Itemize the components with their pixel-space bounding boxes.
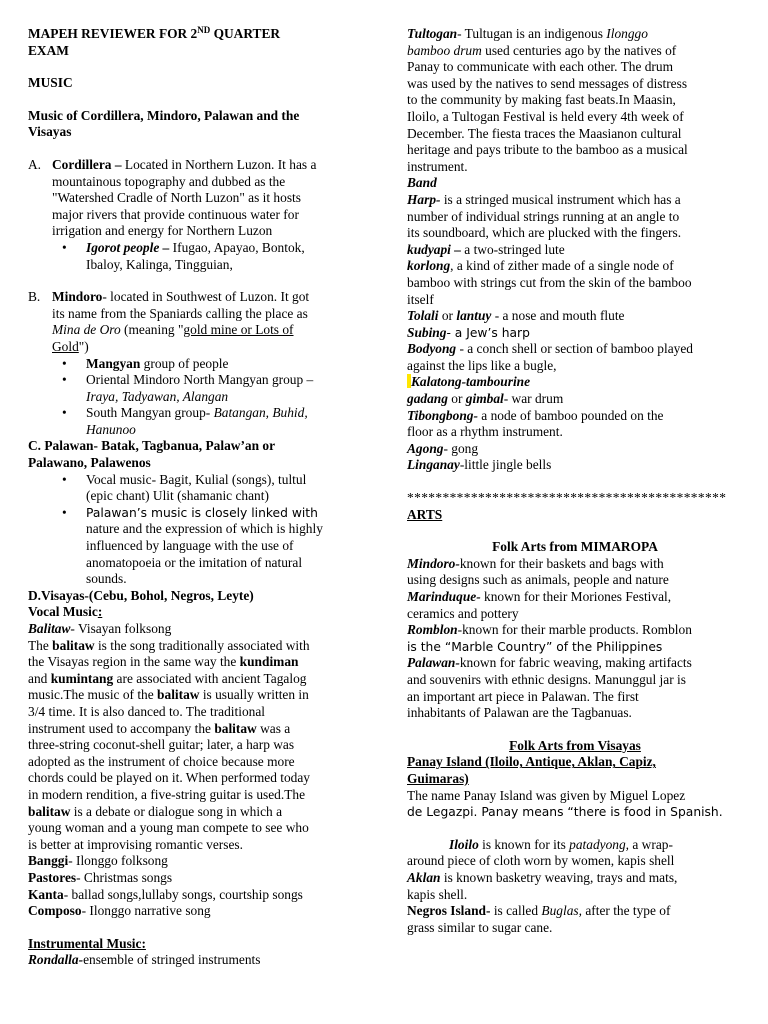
tultogan-paragraph: [407, 26, 743, 175]
palawan-bullets: [28, 472, 368, 588]
term-entry: Composo- Ilonggo narrative song: [28, 903, 211, 919]
agong-entry: [407, 441, 743, 458]
text-line: korlong, a kind of zither made of a single node of: [407, 258, 674, 274]
text-line: bamboo with strings cut from the skin of the bamboo: [407, 274, 692, 290]
panay-heading: Panay Island (Iloilo, Antique, Aklan, Capiz,: [407, 754, 656, 770]
text-line: 3/4 time. It is also danced to. The traditional: [28, 703, 266, 719]
list-item: • Oriental Mindoro North Mangyan group – Iraya, Tadyawan, Alangan: [62, 372, 314, 404]
subing-entry: Subing- a Jew’s harp: [407, 324, 530, 340]
harp-entry: [407, 192, 743, 242]
text-line: Palawan-known for fabric weaving, making artifacts: [407, 655, 692, 671]
mindoro-bullets: [28, 356, 368, 439]
list-item: • Igorot people – Ifugao, Apayao, Bontok, Ibaloy, Kalinga, Tingguian,: [62, 239, 305, 272]
text-line: floor as a rhythm instrument.: [407, 424, 563, 440]
section-title-line-2: Visayas: [28, 124, 72, 140]
tibongbong-entry: [407, 408, 743, 441]
instrumental-music-heading: Instrumental Music:: [28, 935, 146, 951]
section-title: Music of Cordillera, Mindoro, Palawan and the: [28, 107, 300, 123]
text-line: in modern rendition, a five-string guitar is used.The: [28, 786, 306, 802]
right-column: [407, 26, 743, 936]
separator-stars: *********************************************: [407, 490, 727, 506]
text-line: adopted as the instrument of choice because more: [28, 753, 295, 769]
mimaropa-paragraph: [407, 556, 743, 722]
text-line: an important art piece in Palawan. The first: [407, 688, 639, 704]
text-line: young woman and a young man compete to see who: [28, 820, 309, 836]
text-line: around piece of cloth worn by women, kapis shell: [407, 853, 675, 869]
visayas-term-list: [28, 853, 368, 919]
text-line: using designs such as animals, people and nature: [407, 572, 669, 588]
text-line: instrument used to accompany the balitaw was a: [28, 720, 291, 736]
text-line: Tibongbong- a node of bamboo pounded on the: [407, 407, 664, 423]
balitaw-term: Balitaw- Visayan folksong: [28, 621, 172, 636]
text-line: Harp- is a stringed musical instrument which has a: [407, 191, 681, 207]
visayas-arts-heading: Folk Arts from Visayas: [509, 737, 641, 753]
palawan-heading: C. Palawan- Batak, Tagbanua, Palaw’an or: [28, 438, 276, 454]
text-line: Panay to communicate with each other. The drum: [407, 59, 674, 75]
text-line: December. The fiesta traces the Maasianon cultural: [407, 125, 682, 141]
balitaw-paragraph: [28, 638, 368, 854]
text-line: to the community by making fast beats.In Maasin,: [407, 92, 676, 108]
term-entry: Pastores- Christmas songs: [28, 869, 173, 885]
linganay-entry: [407, 457, 743, 474]
text-line: balitaw is a debate or dialogue song in which a: [28, 803, 283, 819]
list-item: • Palawan’s music is closely linked with nature and the expression of which is highly influenced by language with the use of anomatopoeia or the imitation of natural sounds.: [62, 504, 323, 587]
text-line: Marinduque- known for their Moriones Festival,: [407, 589, 672, 604]
text-line: Tolali or lantuy - a nose and mouth flute: [407, 308, 625, 324]
text-line: is better at improvising romantic verses.: [28, 836, 243, 852]
band-heading: Band: [407, 175, 437, 191]
tolali-entry: [407, 308, 743, 325]
text-line: chords could be played on it. When performed today: [28, 770, 310, 786]
text-line: kudyapi – a two-stringed lute: [407, 241, 565, 257]
rondalla-term: Rondalla-ensemble of stringed instruments: [28, 952, 261, 968]
text-line: Bodyong - a conch shell or section of bamboo played: [407, 341, 693, 357]
text-line: Tultogan- Tultugan is an indigenous Ilonggo: [407, 26, 648, 41]
iloilo-paragraph: [407, 837, 743, 937]
text-line: three-string coconut-shell guitar; later, a harp was: [28, 737, 295, 753]
text-line: Mindoro-known for their baskets and bags with: [407, 555, 664, 571]
text-line: itself: [407, 291, 434, 307]
text-line: and souvenirs with ethnic designs. Manunggul jar is: [407, 671, 686, 687]
text-line: Negros Island- is called Buglas, after the type of: [407, 903, 671, 919]
term-entry: Kanta- ballad songs,lullaby songs, courtship songs: [28, 886, 303, 902]
text-line: The name Panay Island was given by Miguel Lopez: [407, 787, 686, 803]
text-line: was used by the natives to send messages of distress: [407, 75, 688, 91]
mindoro-item: B. Mindoro- located in Southwest of Luzon. It got its name from the Spaniards calling the place as Mina de Oro (meaning "gold mine or Lots of Gold"): [28, 289, 310, 354]
term-entry: Banggi- Ilonggo folksong: [28, 853, 168, 869]
text-line: de Legazpi. Panay means “there is food in Spanish.: [407, 805, 723, 820]
kalatong-entry: Kalatong-tambourine: [407, 374, 743, 391]
text-line: number of individual strings running at an angle to: [407, 208, 680, 224]
gadang-entry: [407, 391, 743, 408]
text-line: against the lips like a bugle,: [407, 357, 557, 373]
text-line: Linganay-little jingle bells: [407, 457, 552, 473]
text-line: grass similar to sugar cane.: [407, 919, 553, 935]
text-line: Iloilo, a Tultogan Festival is held every 4th week of: [407, 108, 684, 124]
document-title-line-2: EXAM: [28, 42, 69, 58]
korlong-entry: [407, 258, 743, 308]
text-line: Agong- gong: [407, 440, 479, 456]
list-item: • South Mangyan group- Batangan, Buhid, Hanunoo: [62, 405, 308, 437]
text-line: ceramics and pottery: [407, 605, 519, 621]
arts-heading: ARTS: [407, 506, 443, 522]
vocal-music-heading: Vocal Music:: [28, 604, 103, 620]
text-line: Aklan is known basketry weaving, trays and mats,: [407, 869, 678, 885]
text-line: kapis shell.: [407, 886, 468, 902]
panay-heading-line-2: Guimaras): [407, 770, 469, 786]
bodyong-entry: [407, 341, 743, 374]
text-line: Romblon-known for their marble products. Romblon: [407, 622, 692, 638]
list-item: • Vocal music- Bagit, Kulial (songs), tultul (epic chant) Ulit (shamanic chant): [62, 471, 307, 504]
cordillera-bullets: [28, 240, 368, 273]
visayas-heading: D.Visayas-(Cebu, Bohol, Negros, Leyte): [28, 587, 254, 603]
list-item: • Mangyan group of people: [62, 355, 229, 371]
kudyapi-entry: [407, 242, 743, 259]
text-line: the Visayas region in the same way the kundiman: [28, 654, 299, 670]
cordillera-item: A. Cordillera – Located in Northern Luzon. It has a mountainous topography and dubbed as the "Watershed Cradle of North Luzon" as it hosts major rivers that provide continuous water for irrigation and energy for Northern Luzon: [28, 156, 317, 239]
text-line: inhabitants of Palawan are the Tagbanuas.: [407, 705, 632, 721]
text-line: gadang or gimbal- war drum: [407, 391, 564, 407]
text-line: its soundboard, which are plucked with the fingers.: [407, 225, 682, 241]
text-line: The balitaw is the song traditionally associated with: [28, 637, 310, 653]
mimaropa-heading: Folk Arts from MIMAROPA: [492, 539, 658, 555]
text-line: bamboo drum used centuries ago by the natives of: [407, 42, 677, 58]
text-line: Iloilo is known for its patadyong, a wrap-: [449, 836, 673, 852]
panay-paragraph: [407, 788, 743, 821]
music-heading: MUSIC: [28, 75, 73, 91]
text-line: heritage and pays tribute to the bamboo as a musical: [407, 142, 688, 158]
palawan-heading-line-2: Palawano, Palawenos: [28, 455, 151, 471]
document-title: MAPEH REVIEWER FOR 2ND QUARTER: [28, 25, 281, 41]
text-line: is the “Marble Country” of the Philippines: [407, 639, 663, 654]
text-line: music.The music of the balitaw is usually written in: [28, 687, 309, 703]
text-line: and kumintang are associated with ancient Tagalog: [28, 670, 307, 686]
text-line: instrument.: [407, 158, 468, 174]
left-column: [28, 26, 368, 969]
